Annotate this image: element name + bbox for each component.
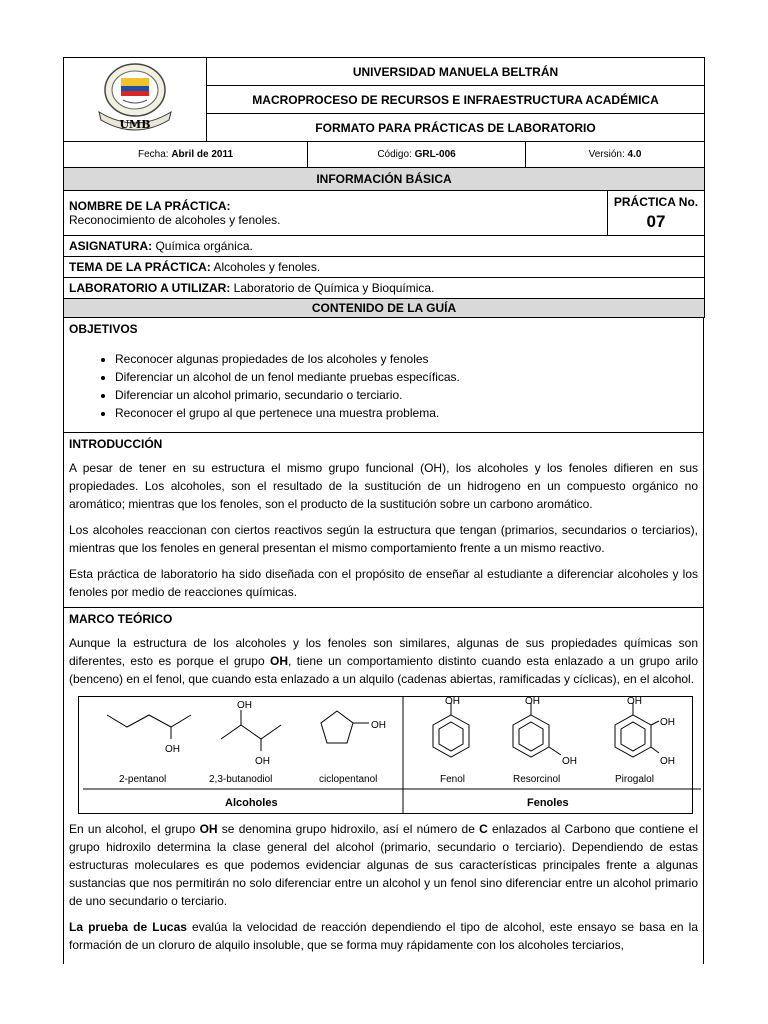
nombre-practica: NOMBRE DE LA PRÁCTICA: Reconocimiento de alcoholes y fenoles.	[64, 191, 608, 236]
oh-label: OH	[371, 720, 386, 731]
objetivos-title: OBJETIVOS	[69, 322, 138, 336]
objetivos-list	[69, 350, 698, 422]
marco-paragraph-2: En un alcohol, el grupo OH se denomina grupo hidroxilo, así el número de C enlazados al Carbono que contiene el grupo hidroxilo determina la clase general del alcohol (primario, secundario o terciario). Dependiendo de estas estructuras moleculares es que podemos evidenciar algunas de sus características principales frente a algunas sustancias que nos permitirán no solo diferenciar entre un alcohol y un fenol sino diferenciar entre un alcohol primario de uno secundario o terciario.	[69, 822, 699, 908]
marco-paragraph-3: La prueba de Lucas evalúa la velocidad de reacción dependiendo el tipo de alcohol, este ensayo se basa en la formación de un cloruro de alquilo insoluble, que se forma muy rápidamente con los alcoholes terciarios,	[69, 920, 699, 952]
oh-label: OH	[627, 696, 642, 707]
group-label-alcoholes: Alcoholes	[225, 797, 278, 809]
intro-paragraph-3: Esta práctica de laboratorio ha sido diseñada con el propósito de enseñar al estudiante a diferenciar alcoholes y los fenoles por medio de reacciones químicas.	[69, 567, 698, 599]
svg-text:UMB: UMB	[119, 118, 151, 131]
university-name: UNIVERSIDAD MANUELA BELTRÁN	[207, 58, 705, 86]
compound-name: Fenol	[440, 774, 466, 785]
list-item: • Diferenciar un alcohol de un fenol mediante pruebas específicas.	[115, 368, 698, 386]
oh-label: OH	[255, 756, 270, 767]
oh-label: OH	[165, 744, 180, 755]
compound-name: Resorcinol	[513, 774, 561, 785]
codigo-field: Código: GRL-006	[308, 142, 526, 168]
fecha-field: Fecha: Abril de 2011	[64, 142, 308, 168]
intro-paragraph-1: A pesar de tener en su estructura el mismo grupo funcional (OH), los alcoholes y los fenoles difieren en sus propiedades. Los alcoholes, son el resultado de la sustitución de un hidrogeno en un compuesto orgánico no aromático; mientras que los fenoles, son el producto de la sustitución sobre un carbono aromático.	[69, 461, 698, 511]
practica-number: PRÁCTICA No. 07	[608, 191, 705, 236]
university-logo	[64, 58, 207, 142]
macroproceso-title: MACROPROCESO DE RECURSOS E INFRAESTRUCTURA ACADÉMICA	[207, 86, 705, 114]
list-item: • Reconocer algunas propiedades de los alcoholes y fenoles	[115, 350, 698, 368]
marco-teorico-section	[63, 608, 704, 964]
compound-name: ciclopentanol	[319, 774, 378, 785]
oh-label: OH	[562, 756, 577, 767]
info-table	[63, 167, 705, 318]
document-page	[63, 57, 704, 964]
introduccion-title: INTRODUCCIÓN	[69, 437, 163, 451]
compound-name: 2-pentanol	[119, 774, 167, 785]
formato-title: FORMATO PARA PRÁCTICAS DE LABORATORIO	[207, 114, 705, 142]
intro-paragraph-2: Los alcoholes reaccionan con ciertos reactivos según la estructura que tengan (primarios, secundarios o terciarios), mientras que los fenoles en general presentan el mismo comportamiento frente a un mismo reactivo.	[69, 523, 698, 555]
oh-label: OH	[525, 696, 540, 707]
version-field: Versión: 4.0	[526, 142, 705, 168]
introduccion-section	[63, 433, 704, 608]
marco-teorico-title: MARCO TEÓRICO	[69, 612, 173, 626]
compound-name: Pirogalol	[615, 774, 654, 785]
oh-label: OH	[660, 717, 675, 728]
list-item: • Diferenciar un alcohol primario, secundario o terciario.	[115, 386, 698, 404]
compound-name: 2,3-butanodiol	[209, 774, 273, 785]
header-table	[63, 57, 705, 168]
contenido-title: CONTENIDO DE LA GUÍA	[64, 299, 705, 318]
oh-label: OH	[237, 700, 252, 711]
info-basica-title: INFORMACIÓN BÁSICA	[64, 168, 705, 191]
group-label-fenoles: Fenoles	[527, 797, 569, 809]
tema-row: TEMA DE LA PRÁCTICA: Alcoholes y fenoles.	[64, 257, 705, 278]
objetivos-section	[63, 318, 704, 433]
oh-label: OH	[445, 696, 460, 707]
oh-label: OH	[660, 756, 675, 767]
structures-figure	[78, 696, 693, 814]
marco-paragraph-1: Aunque la estructura de los alcoholes y los fenoles son similares, algunas de sus propiedades químicas son diferentes, esto es porque el grupo OH, tiene un comportamiento distinto cuando esta enlazado a un grupo arilo (benceno) en el fenol, que cuando esta enlazado a un alquilo (cadenas abiertas, ramificadas y cíclicas), en el alcohol.	[69, 636, 698, 686]
laboratorio-row: LABORATORIO A UTILIZAR: Laboratorio de Química y Bioquímica.	[64, 278, 705, 299]
list-item: • Reconocer el grupo al que pertenece una muestra problema.	[115, 404, 698, 422]
umb-seal-icon	[89, 60, 181, 134]
asignatura-row: ASIGNATURA: Química orgánica.	[64, 236, 705, 257]
